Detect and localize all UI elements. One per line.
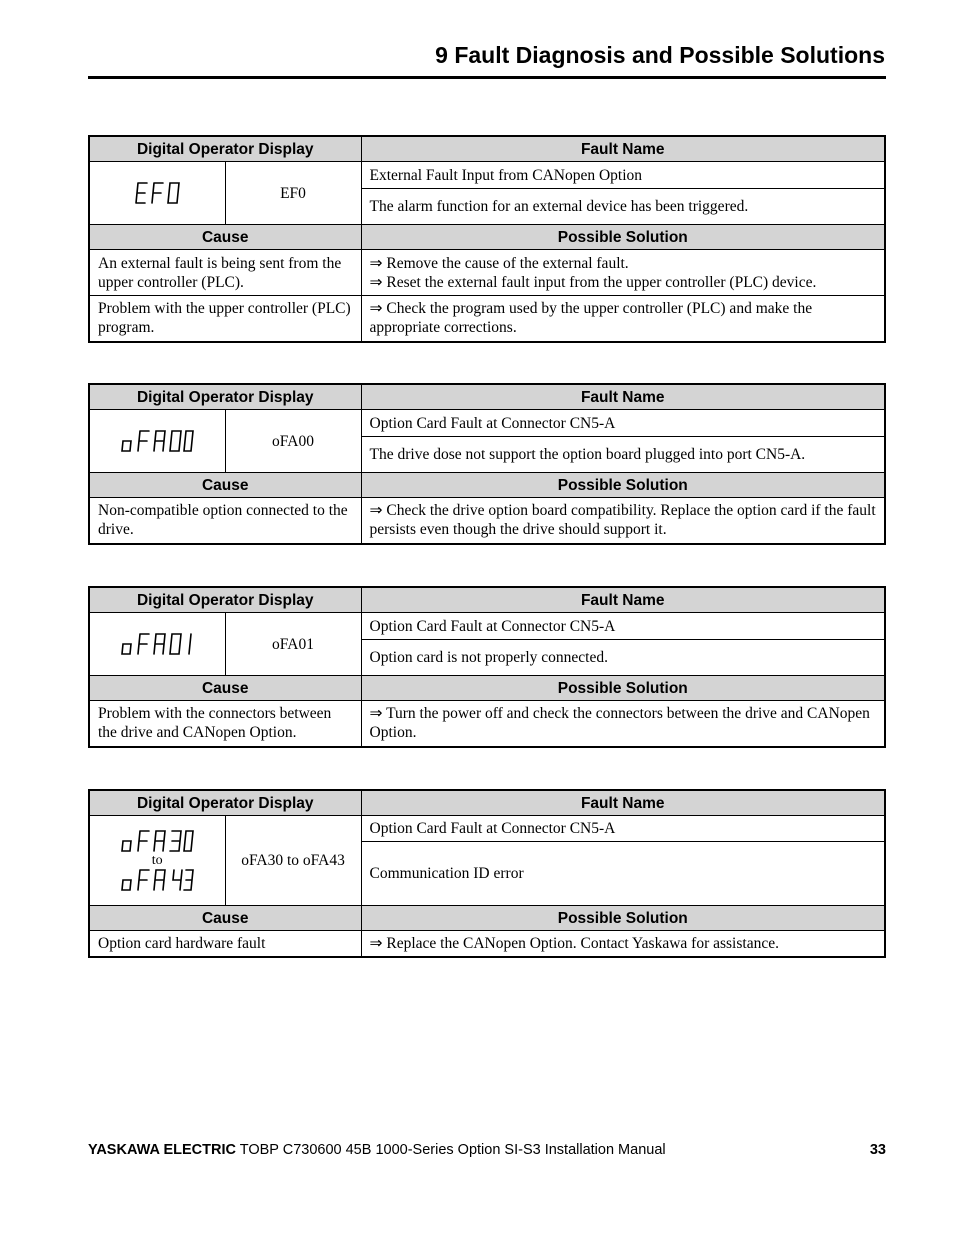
fault-table-ofa30-ofa43	[88, 789, 886, 958]
seven-segment-ofa30-icon	[120, 829, 194, 853]
seven-segment-display	[89, 410, 225, 473]
solution-text: ⇒ Check the program used by the upper controller (PLC) and make the appropriate corrections.	[361, 296, 885, 342]
fault-description: Communication ID error	[361, 842, 885, 906]
solution-text: ⇒ Check the drive option board compatibility. Replace the option card if the fault persists even though the drive should support it.	[361, 498, 885, 544]
page-title: 9 Fault Diagnosis and Possible Solutions	[435, 42, 885, 68]
header-cause: Cause	[89, 906, 361, 931]
seven-segment-ofa43-icon	[120, 868, 194, 892]
header-display: Digital Operator Display	[89, 587, 361, 613]
fault-name: Option Card Fault at Connector CN5-A	[361, 816, 885, 842]
fault-description: Option card is not properly connected.	[361, 640, 885, 676]
solution-line: ⇒ Remove the cause of the external fault.	[369, 254, 629, 272]
fault-name: External Fault Input from CANopen Option	[361, 162, 885, 189]
header-solution: Possible Solution	[361, 906, 885, 931]
header-cause: Cause	[89, 225, 361, 250]
fault-description: The alarm function for an external device has been triggered.	[361, 189, 885, 225]
fault-description: The drive dose not support the option board plugged into port CN5-A.	[361, 437, 885, 473]
page-number: 33	[869, 1142, 886, 1158]
header-fault-name: Fault Name	[361, 587, 885, 613]
fault-code: oFA01	[225, 613, 361, 676]
fault-name: Option Card Fault at Connector CN5-A	[361, 613, 885, 640]
seven-segment-display	[89, 816, 225, 906]
header-fault-name: Fault Name	[361, 790, 885, 816]
cause-text: Problem with the connectors between the drive and CANopen Option.	[89, 701, 361, 747]
fault-name: Option Card Fault at Connector CN5-A	[361, 410, 885, 437]
header-fault-name: Fault Name	[361, 136, 885, 162]
fault-table-ef0	[88, 135, 886, 343]
seven-segment-ef0-icon	[134, 181, 180, 205]
seven-segment-display	[89, 162, 225, 225]
seven-segment-ofa01-icon	[120, 632, 194, 656]
cause-text: Non-compatible option connected to the drive.	[89, 498, 361, 544]
cause-text: Option card hardware fault	[89, 931, 361, 957]
header-display: Digital Operator Display	[89, 790, 361, 816]
header-fault-name: Fault Name	[361, 384, 885, 410]
fault-code: oFA00	[225, 410, 361, 473]
header-display: Digital Operator Display	[89, 384, 361, 410]
solution-line: ⇒ Reset the external fault input from the upper controller (PLC) device.	[369, 273, 817, 291]
solution-text: ⇒ Turn the power off and check the connectors between the drive and CANopen Option.	[361, 701, 885, 747]
page-footer	[88, 1142, 886, 1158]
header-solution: Possible Solution	[361, 676, 885, 701]
header-solution: Possible Solution	[361, 473, 885, 498]
solution-text: ⇒ Replace the CANopen Option. Contact Yaskawa for assistance.	[361, 931, 885, 957]
solution-text	[361, 250, 885, 296]
fault-code: oFA30 to oFA43	[225, 816, 361, 906]
header-solution: Possible Solution	[361, 225, 885, 250]
seven-segment-ofa00-icon	[120, 429, 194, 453]
cause-text: Problem with the upper controller (PLC) program.	[89, 296, 361, 342]
display-range-to: to	[151, 853, 163, 868]
title-rule	[88, 76, 886, 79]
seven-segment-display	[89, 613, 225, 676]
fault-table-ofa01	[88, 586, 886, 748]
cause-text: An external fault is being sent from the upper controller (PLC).	[89, 250, 361, 296]
footer-brand: YASKAWA ELECTRIC	[88, 1142, 236, 1158]
footer-manual-title: TOBP C730600 45B 1000-Series Option SI-S3 Installation Manual	[235, 1142, 666, 1158]
fault-table-ofa00	[88, 383, 886, 545]
header-cause: Cause	[89, 676, 361, 701]
fault-code: EF0	[225, 162, 361, 225]
header-display: Digital Operator Display	[89, 136, 361, 162]
header-cause: Cause	[89, 473, 361, 498]
